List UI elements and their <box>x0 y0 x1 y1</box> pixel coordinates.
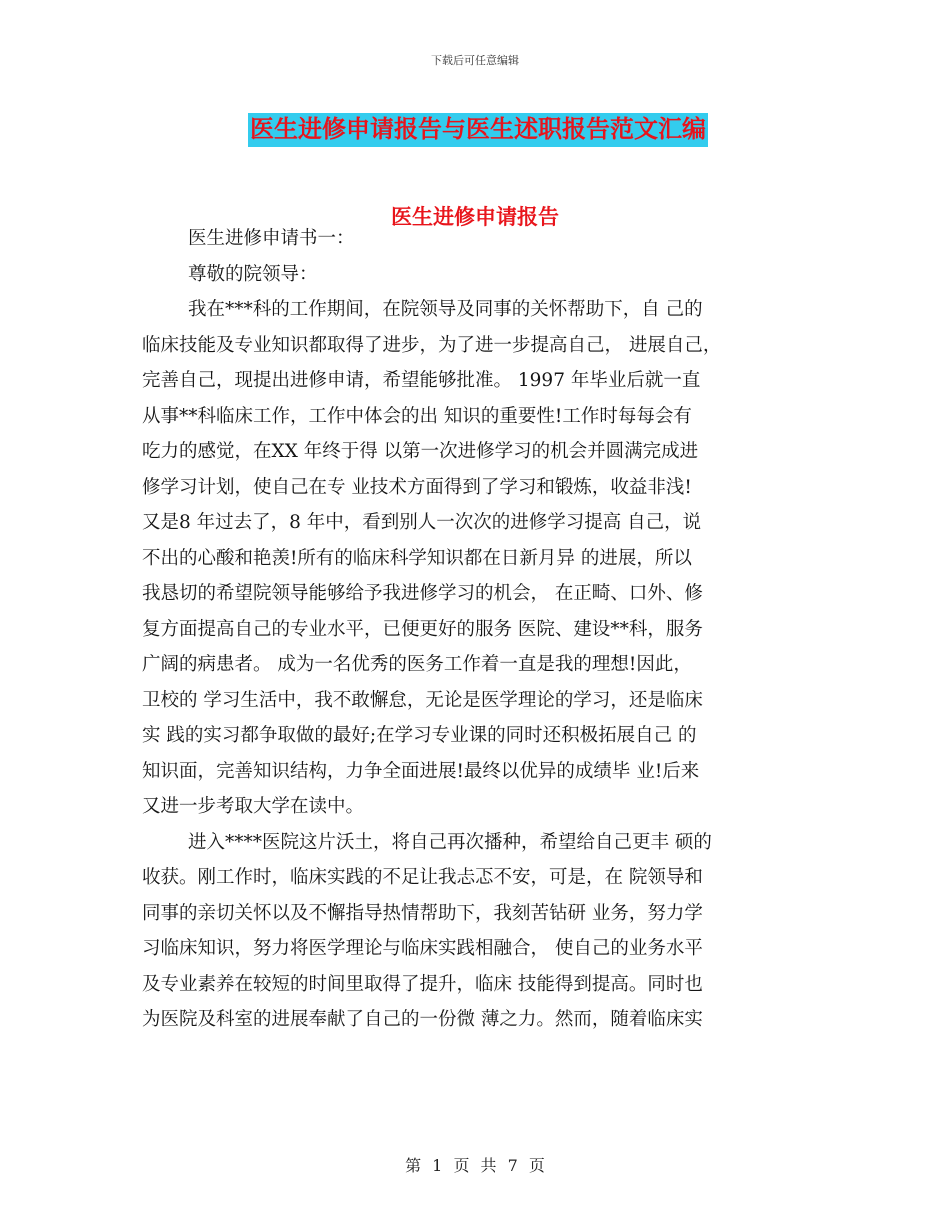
body-line: 复方面提高自己的专业水平，已便更好的服务 医院、建设**科，服务 <box>142 618 703 640</box>
document-title: 医生进修申请报告与医生述职报告范文汇编 <box>248 113 708 147</box>
section-title: 医生进修申请报告 <box>391 205 559 229</box>
body-line: 医生进修申请书一： <box>188 228 355 249</box>
body-line: 进入****医院这片沃土，将自己再次播种，希望给自己更丰 硕的 <box>188 831 712 853</box>
body-line: 我恳切的希望院领导能够给予我进修学习的机会， 在正畸、口外、修 <box>142 583 703 604</box>
body-line: 收获。刚工作时，临床实践的不足让我忐忑不安，可是，在 院领导和 <box>142 867 703 888</box>
body-text <box>142 221 810 1038</box>
body-line: 同事的亲切关怀以及不懈指导热情帮助下，我刻苦钻研 业务，努力学 <box>142 902 703 924</box>
body-line: 为医院及科室的进展奉献了自己的一份微 薄之力。然而，随着临床实 <box>142 1009 703 1030</box>
body-line: 及专业素养在较短的时间里取得了提升，临床 技能得到提高。同时也 <box>142 973 703 995</box>
body-line: 知识面，完善知识结构，力争全面进展!最终以优异的成绩毕 业!后来 <box>142 760 700 782</box>
body-line: 习临床知识，努力将医学理论与临床实践相融合， 使自己的业务水平 <box>142 938 703 959</box>
body-line: 广阔的病患者。 成为一名优秀的医务工作着一直是我的理想!因此， <box>142 654 692 675</box>
body-line: 不出的心酸和艳羡!所有的临床科学知识都在日新月异 的进展，所以 <box>142 547 692 569</box>
body-line: 卫校的 学习生活中，我不敢懈怠，无论是医学理论的学习，还是临床 <box>142 689 703 711</box>
body-line: 又进一步考取大学在读中。 <box>142 796 365 817</box>
body-line: 完善自己，现提出进修申请，希望能够批准。 1997 年毕业后就一直 <box>142 370 701 391</box>
body-line: 尊敬的院领导： <box>188 263 318 285</box>
body-line: 临床技能及专业知识都取得了进步，为了进一步提高自己， 进展自己， <box>142 334 722 356</box>
body-line: 我在***科的工作期间，在院领导及同事的关怀帮助下，自 己的 <box>188 299 703 320</box>
page-footer: 第 1 页 共 7 页 <box>405 1156 545 1175</box>
body-line: 又是8 年过去了，8 年中，看到别人一次次的进修学习提高 自己，说 <box>142 512 702 533</box>
body-line: 从事**科临床工作，工作中体会的出 知识的重要性!工作时每每会有 <box>142 405 692 427</box>
body-line: 吃力的感觉，在XX 年终于得 以第一次进修学习的机会并圆满完成进 <box>142 441 699 462</box>
body-line: 实 践的实习都争取做的最好;在学习专业课的同时还积极拓展自己 的 <box>142 725 697 746</box>
page-header-note: 下载后可任意编辑 <box>431 54 519 67</box>
body-line: 修学习计划，使自己在专 业技术方面得到了学习和锻炼，收益非浅! <box>142 476 692 498</box>
